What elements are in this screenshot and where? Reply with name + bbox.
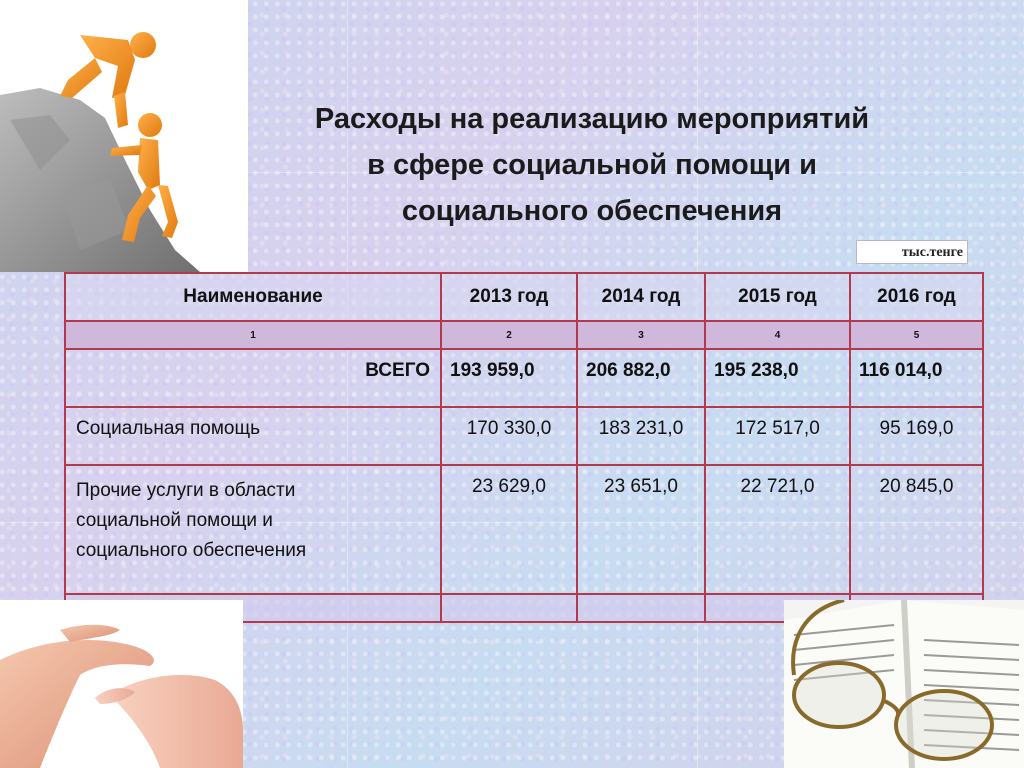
table-row-total bbox=[65, 349, 983, 407]
column-header: 2016 год bbox=[850, 273, 983, 321]
column-index-row bbox=[65, 321, 983, 349]
table-header-row bbox=[65, 273, 983, 321]
cell-value: 116 014,0 bbox=[850, 349, 983, 407]
cell-value: 95 169,0 bbox=[850, 407, 983, 465]
title-line: социального обеспечения bbox=[401, 195, 783, 227]
cell-value: 23 629,0 bbox=[441, 465, 577, 594]
title-line: Расходы на реализацию мероприятий bbox=[314, 103, 870, 135]
row-label: Социальная помощь bbox=[65, 407, 441, 465]
column-header: Наименование bbox=[65, 273, 441, 321]
slide-title bbox=[262, 96, 922, 234]
expenses-table bbox=[64, 272, 984, 623]
cell-value: 20 845,0 bbox=[850, 465, 983, 594]
cell-value: 206 882,0 bbox=[577, 349, 705, 407]
column-header: 2013 год bbox=[441, 273, 577, 321]
baby-and-adult-hands-image bbox=[0, 600, 243, 768]
column-header: 2014 год bbox=[577, 273, 705, 321]
cell-value: 195 238,0 bbox=[705, 349, 850, 407]
cell-value: 183 231,0 bbox=[577, 407, 705, 465]
column-index: 1 bbox=[65, 321, 441, 349]
cell-value: 22 721,0 bbox=[705, 465, 850, 594]
table-row bbox=[65, 465, 983, 594]
cell-value: 193 959,0 bbox=[441, 349, 577, 407]
column-index: 4 bbox=[705, 321, 850, 349]
row-label bbox=[65, 465, 441, 594]
column-header: 2015 год bbox=[705, 273, 850, 321]
row-label-line: социальной помощи и bbox=[76, 510, 273, 531]
column-index: 5 bbox=[850, 321, 983, 349]
column-index: 2 bbox=[441, 321, 577, 349]
cell-value: 23 651,0 bbox=[577, 465, 705, 594]
glasses-on-book-image bbox=[784, 600, 1024, 768]
cell-value: 170 330,0 bbox=[441, 407, 577, 465]
climbers-helping-image bbox=[0, 0, 248, 272]
empty-cell bbox=[441, 594, 577, 622]
cell-value: 172 517,0 bbox=[705, 407, 850, 465]
unit-label: тыс.тенге bbox=[856, 240, 968, 264]
empty-cell bbox=[577, 594, 705, 622]
row-label-line: Прочие услуги в области bbox=[76, 480, 296, 501]
title-line: в сфере социальной помощи и bbox=[367, 149, 817, 181]
row-label-line: социального обеспечения bbox=[76, 540, 307, 561]
table-row bbox=[65, 407, 983, 465]
row-label: ВСЕГО bbox=[65, 349, 441, 407]
column-index: 3 bbox=[577, 321, 705, 349]
